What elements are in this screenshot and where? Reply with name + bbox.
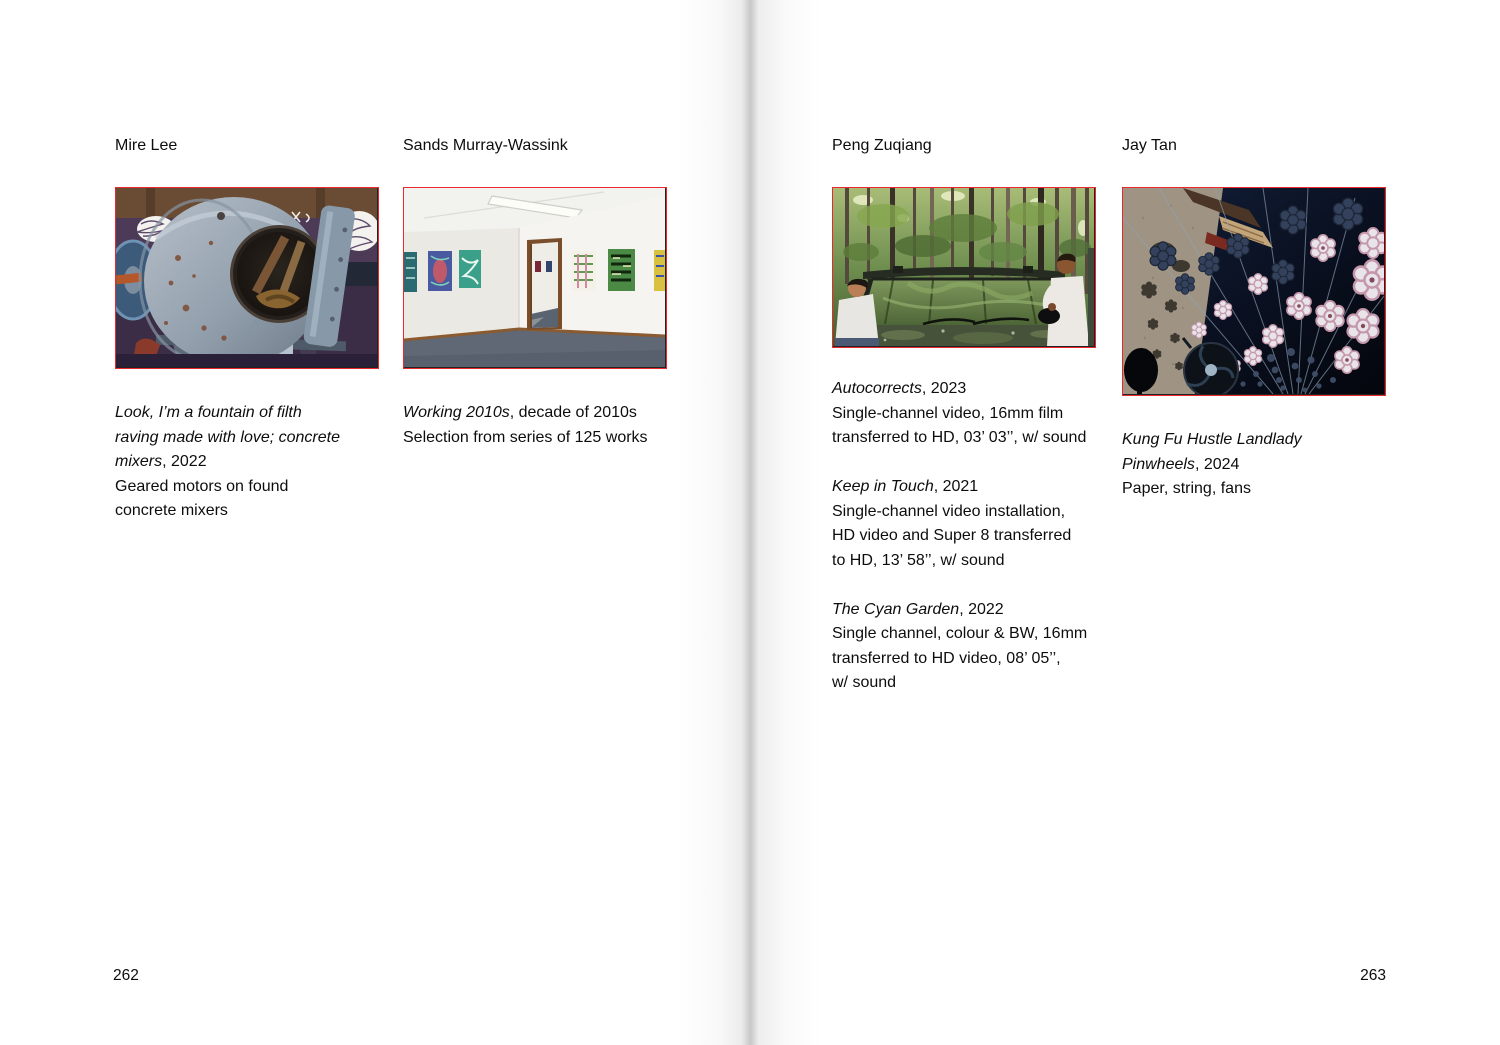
caption-peng-zuqiang	[832, 377, 1087, 696]
artwork-photo-peng-zuqiang	[832, 187, 1096, 348]
page-number-right: 263	[1360, 967, 1386, 984]
work-year: , 2021	[933, 478, 979, 495]
page-number-left: 262	[113, 967, 139, 984]
artist-name-mire-lee: Mire Lee	[115, 137, 178, 154]
artist-name-peng-zuqiang: Peng Zuqiang	[832, 137, 932, 154]
book-gutter-shadow	[678, 0, 822, 1045]
work-year: , 2022	[162, 453, 207, 470]
work-year: , 2024	[1194, 455, 1240, 473]
work-year: , 2022	[959, 600, 1004, 618]
caption-jay-tan	[1122, 428, 1302, 502]
work-title-year-line	[832, 598, 1087, 623]
work-medium-line: Paper, string, fans	[1122, 480, 1251, 497]
artwork-photo-mire-lee	[115, 187, 379, 369]
work-year: , 2023	[921, 380, 967, 397]
work-title-year-line	[1122, 453, 1302, 478]
artist-name-jay-tan: Jay Tan	[1122, 137, 1177, 154]
work-title: The Cyan Garden	[832, 600, 960, 618]
work-year: , decade of 2010s	[509, 404, 637, 421]
work-medium-line: Single-channel video installation,	[832, 502, 1066, 520]
pinwheels-image	[1123, 188, 1384, 394]
artist-name-sands-murray-wassink: Sands Murray-Wassink	[403, 137, 568, 154]
work-medium-line: concrete mixers	[115, 502, 228, 519]
work-medium-line: Geared motors on found	[115, 477, 289, 495]
car-forest-image	[833, 188, 1094, 346]
work-medium-line: Single channel, colour & BW, 16mm	[832, 625, 1088, 642]
work-title: Working 2010s	[403, 404, 510, 421]
work-title-line: Kung Fu Hustle Landlady	[1122, 431, 1302, 448]
work-medium-line: Selection from series of 125 works	[403, 428, 648, 446]
gallery-room-image	[404, 188, 665, 367]
concrete-mixer-image	[116, 188, 377, 367]
work-title: Autocorrects	[832, 380, 922, 397]
artwork-photo-jay-tan	[1122, 187, 1386, 396]
work-title: Keep in Touch	[832, 478, 934, 495]
work-medium-line: transferred to HD, 03’ 03’’, w/ sound	[832, 429, 1087, 446]
work-medium-line: transferred to HD video, 08’ 05’’,	[832, 649, 1061, 667]
artwork-photo-sands-murray-wassink	[403, 187, 667, 369]
work-medium-line: HD video and Super 8 transferred	[832, 527, 1072, 544]
work-entry	[832, 377, 1087, 451]
work-title-end: Pinwheels	[1122, 455, 1195, 473]
work-medium-line: Single-channel video, 16mm film	[832, 404, 1064, 422]
work-medium-line: to HD, 13’ 58’’, w/ sound	[832, 551, 1005, 569]
work-title-year-line	[403, 401, 648, 426]
work-title-end: mixers	[115, 453, 163, 470]
work-title-line: Look, I’m a fountain of filth	[115, 404, 302, 421]
caption-mire-lee	[115, 401, 340, 524]
caption-sands-murray-wassink	[403, 401, 648, 450]
work-title-line: raving made with love; concrete	[115, 428, 340, 446]
work-title-year-line	[115, 450, 340, 475]
work-entry	[832, 475, 1087, 573]
work-title-year-line	[832, 377, 1087, 402]
work-title-year-line	[832, 475, 1087, 500]
work-entry	[832, 598, 1087, 696]
work-medium-line: w/ sound	[832, 674, 897, 691]
